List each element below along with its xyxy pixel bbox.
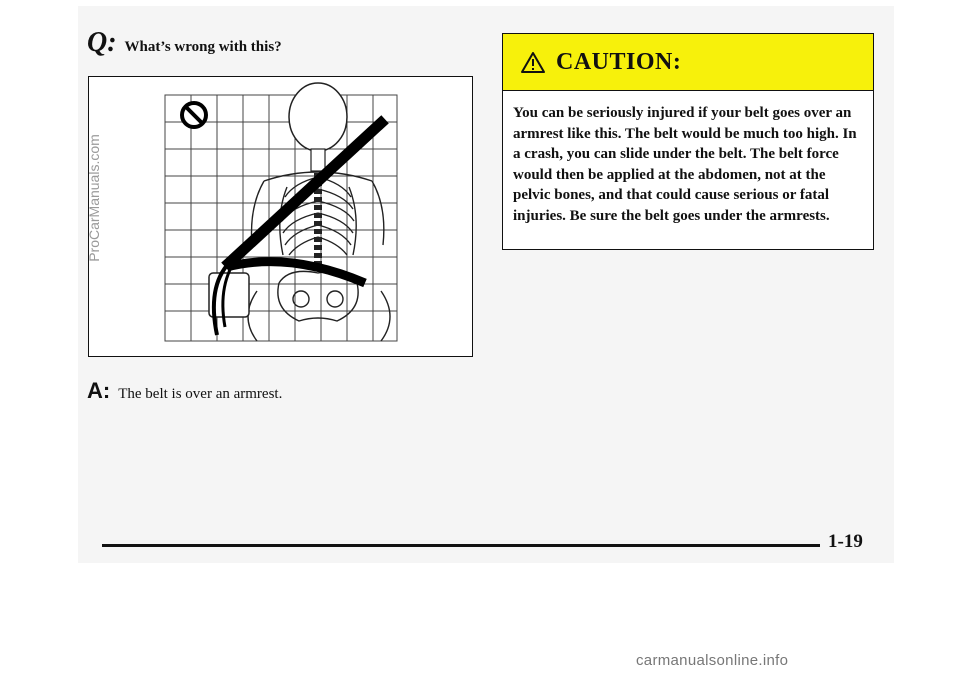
page-number: 1-19 bbox=[828, 531, 863, 552]
question-text: What’s wrong with this? bbox=[124, 39, 282, 55]
question-mark-label: Q: bbox=[87, 27, 117, 58]
watermark-text: ProCarManuals.com bbox=[86, 134, 102, 262]
footer-rule bbox=[102, 544, 820, 547]
seatbelt-illustration bbox=[88, 76, 473, 357]
answer-line bbox=[87, 378, 282, 404]
caution-box bbox=[502, 33, 874, 250]
caution-title: CAUTION: bbox=[556, 48, 682, 75]
skeleton-diagram bbox=[89, 77, 472, 356]
footer-site-watermark: carmanualsonline.info bbox=[636, 652, 789, 669]
warning-triangle-icon bbox=[520, 51, 546, 74]
no-entry-icon bbox=[179, 100, 209, 130]
caution-header bbox=[503, 34, 873, 91]
caution-text: You can be seriously injured if your belt goes over an armrest like this. The belt would be much too high. In a crash, you can slide under the belt. The belt force would then be applied at the abdomen, not at the pelvic bones, and that could cause serious or fatal injuries. Be sure the belt goes under the armrests. bbox=[513, 105, 857, 224]
question-line bbox=[87, 27, 282, 59]
answer-mark-label: A: bbox=[87, 378, 111, 403]
answer-text: The belt is over an armrest. bbox=[118, 386, 283, 402]
